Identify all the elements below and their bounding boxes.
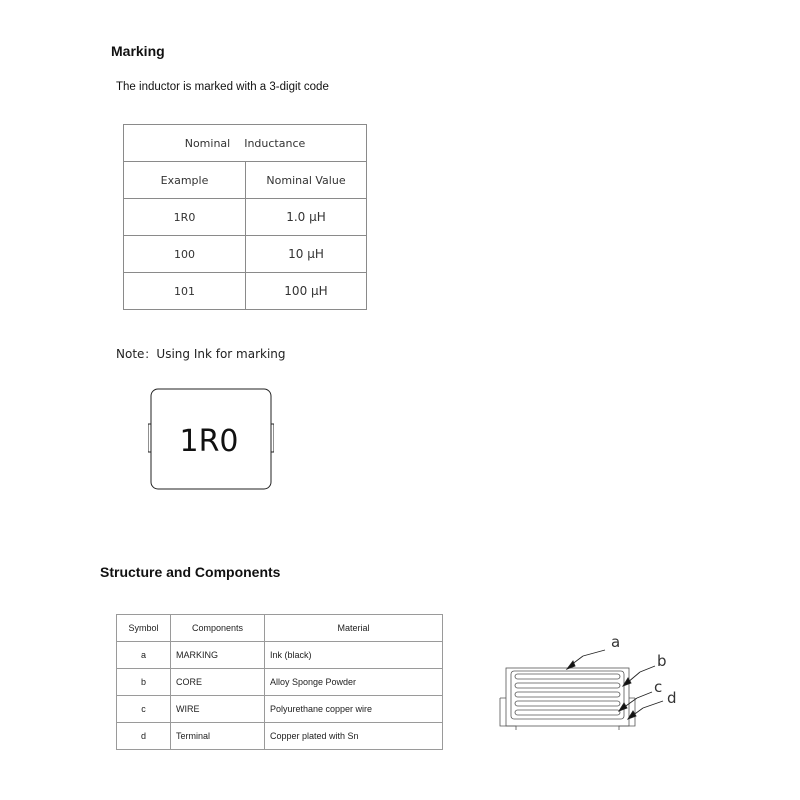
table-row xyxy=(117,669,443,696)
winding-layer xyxy=(515,674,620,679)
inner-core xyxy=(511,671,624,719)
leader-a xyxy=(583,650,605,656)
winding-layer xyxy=(515,701,620,706)
symbol-cell: b xyxy=(117,669,171,696)
diagram-label-c: c xyxy=(654,678,663,696)
table-title-left: Nominal xyxy=(184,136,231,150)
table-title-row xyxy=(124,125,367,162)
symbol-cell: d xyxy=(117,723,171,750)
table-row xyxy=(124,199,367,236)
material-cell: Copper plated with Sn xyxy=(265,723,443,750)
header-components: Components xyxy=(171,615,265,642)
leader-c xyxy=(637,692,652,698)
table-row xyxy=(117,696,443,723)
header-symbol: Symbol xyxy=(117,615,171,642)
table-row xyxy=(117,642,443,669)
table-row xyxy=(124,273,367,310)
value-cell: 10 μH xyxy=(246,236,367,273)
winding-layer xyxy=(515,692,620,697)
winding-layer xyxy=(515,683,620,688)
diagram-label-a: a xyxy=(611,633,621,651)
code-cell: 1R0 xyxy=(124,199,246,236)
component-cell: Terminal xyxy=(171,723,265,750)
symbol-cell: a xyxy=(117,642,171,669)
material-cell: Ink (black) xyxy=(265,642,443,669)
material-cell: Polyurethane copper wire xyxy=(265,696,443,723)
component-cell: MARKING xyxy=(171,642,265,669)
code-cell: 100 xyxy=(124,236,246,273)
table-title xyxy=(124,125,367,162)
code-cell: 101 xyxy=(124,273,246,310)
value-cell: 100 μH xyxy=(246,273,367,310)
diagram-label-b: b xyxy=(657,652,667,670)
leader-b xyxy=(640,666,655,672)
material-cell: Alloy Sponge Powder xyxy=(265,669,443,696)
symbol-cell: c xyxy=(117,696,171,723)
table-row xyxy=(124,236,367,273)
header-nominal-value: Nominal Value xyxy=(246,162,367,199)
header-example: Example xyxy=(124,162,246,199)
table-title-right: Inductance xyxy=(244,136,306,150)
table-header-row xyxy=(117,615,443,642)
table-header-row xyxy=(124,162,367,199)
diagram-label-d: d xyxy=(667,689,677,707)
component-cell: CORE xyxy=(171,669,265,696)
components-table xyxy=(116,614,443,750)
table-row xyxy=(117,723,443,750)
left-terminal xyxy=(500,698,516,730)
winding-layer xyxy=(515,710,620,715)
structure-heading: Structure and Components xyxy=(100,564,281,580)
marking-heading: Marking xyxy=(111,43,165,59)
inductor-cross-section-diagram xyxy=(495,628,695,738)
header-material: Material xyxy=(265,615,443,642)
value-cell: 1.0 μH xyxy=(246,199,367,236)
part-marking-code: 1R0 xyxy=(179,424,239,459)
leader-d xyxy=(643,701,663,708)
marking-intro: The inductor is marked with a 3-digit code xyxy=(116,81,329,93)
marking-note: Note：Using Ink for marking xyxy=(116,347,286,361)
component-cell: WIRE xyxy=(171,696,265,723)
inductor-marking-illustration xyxy=(148,386,274,492)
nominal-inductance-table xyxy=(123,124,367,310)
